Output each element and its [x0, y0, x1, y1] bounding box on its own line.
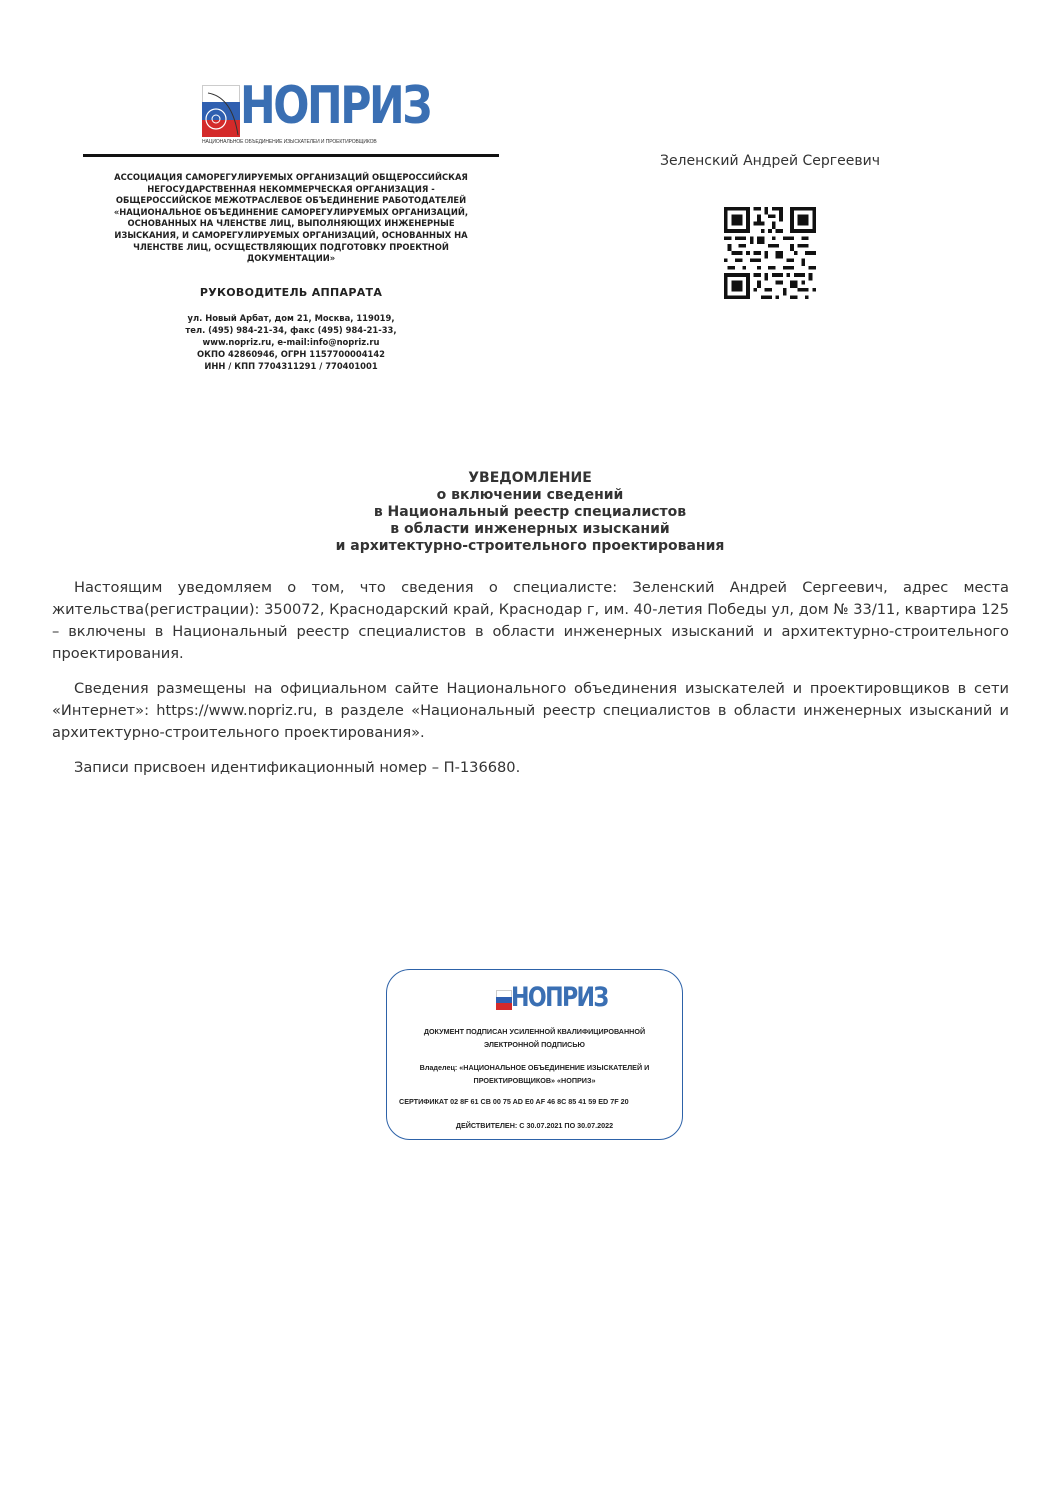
org-line: АССОЦИАЦИЯ САМОРЕГУЛИРУЕМЫХ ОРГАНИЗАЦИЙ ОБЩЕРОССИЙСКАЯ [114, 172, 468, 182]
title-line: о включении сведений [436, 487, 624, 503]
electronic-signature-stamp [386, 969, 683, 1140]
address-line: ОКПО 42860946, ОГРН 1157700004142 [197, 349, 385, 359]
stamp-logo [496, 982, 608, 1014]
stamp-wordmark: НОПРИЗ [511, 982, 608, 1013]
address-line: тел. (495) 984-21-34, факс (495) 984-21-33, [185, 325, 397, 335]
org-line: НЕГОСУДАРСТВЕННАЯ НЕКОММЕРЧЕСКАЯ ОРГАНИЗАЦИЯ - [147, 183, 435, 194]
notice-paragraph-website: Сведения размещены на официальном сайте Национального объединения изыскателей и проектировщиков в сети «Интернет»: https://www.nopriz.ru, в разделе «Национальный реестр специалистов в области инженерных изысканий и архитектурно-строительного проектирования». [52, 680, 1009, 741]
title-line: УВЕДОМЛЕНИЕ [468, 470, 592, 486]
notice-title [200, 470, 860, 555]
logo-wordmark: НОПРИЗ [240, 76, 431, 136]
qr-code-icon [724, 207, 816, 299]
title-line: в области инженерных изысканий [390, 521, 670, 537]
organization-name [83, 172, 499, 265]
address-line: ул. Новый Арбат, дом 21, Москва, 119019, [187, 313, 395, 323]
org-line: ОБЩЕРОССИЙСКОЕ МЕЖОТРАСЛЕВОЕ ОБЪЕДИНЕНИЕ РАБОТОДАТЕЛЕЙ [115, 195, 467, 206]
stamp-validity: ДЕЙСТВИТЕЛЕН: С 30.07.2021 ПО 30.07.2022 [455, 1121, 614, 1130]
address-line: ИНН / КПП 7704311291 / 770401001 [204, 361, 378, 371]
russian-flag-icon [496, 990, 512, 1010]
logo-tagline: НАЦИОНАЛЬНОЕ ОБЪЕДИНЕНИЕ ИЗЫСКАТЕЛЕЙ И ПРОЕКТИРОВЩИКОВ [202, 139, 377, 145]
org-line: ИЗЫСКАНИЯ, И САМОРЕГУЛИРУЕМЫХ ОРГАНИЗАЦИЙ, ОСНОВАННЫХ НА [114, 229, 468, 240]
stamp-certificate: СЕРТИФИКАТ 02 8F 61 CB 00 75 AD E0 AF 46 8C 85 41 59 ED 7F 20 [399, 1097, 629, 1106]
title-line: в Национальный реестр специалистов [373, 504, 687, 520]
stamp-owner-text: Владелец: «НАЦИОНАЛЬНОЕ ОБЪЕДИНЕНИЕ ИЗЫСКАТЕЛЕЙ И ПРОЕКТИРОВЩИКОВ» «НОПРИЗ» [419, 1063, 650, 1085]
org-line: ЧЛЕНСТВЕ ЛИЦ, ОСУЩЕСТВЛЯЮЩИХ ПОДГОТОВКУ ПРОЕКТНОЙ [133, 241, 449, 252]
russian-flag-icon [202, 85, 240, 137]
title-line: и архитектурно-строительного проектирования [335, 538, 725, 554]
org-line: ДОКУМЕНТАЦИИ» [246, 253, 336, 264]
nopriz-logo [200, 76, 431, 148]
org-line: ОСНОВАННЫХ НА ЧЛЕНСТВЕ ЛИЦ, ВЫПОЛНЯЮЩИХ ИНЖЕНЕРНЫЕ [127, 218, 455, 229]
address-line: www.nopriz.ru, e-mail:info@nopriz.ru [202, 337, 380, 347]
sender-position: РУКОВОДИТЕЛЬ АППАРАТА [199, 286, 383, 299]
org-address [83, 312, 499, 372]
notice-paragraph-inclusion: Настоящим уведомляем о том, что сведения о специалисте: Зеленский Андрей Сергеевич, адрес места жительства(регистрации): 350072, Краснодарский край, Краснодар г, им. 40-летия Победы ул, дом № 33/11, квартира 125 – включены в Национальный реестр специалистов в области инженерных изысканий и архитектурно-строительного проектирования. [52, 579, 1009, 662]
recipient-name: Зеленский Андрей Сергеевич [659, 153, 881, 169]
notice-paragraph-id: Записи присвоен идентификационный номер – П-136680. [74, 759, 521, 776]
stamp-signed-text: ДОКУМЕНТ ПОДПИСАН УСИЛЕННОЙ КВАЛИФИЦИРОВАННОЙ ЭЛЕКТРОННОЙ ПОДПИСЬЮ [423, 1027, 646, 1049]
header-divider [83, 154, 499, 157]
org-line: «НАЦИОНАЛЬНОЕ ОБЪЕДИНЕНИЕ САМОРЕГУЛИРУЕМЫХ ОРГАНИЗАЦИЙ, [113, 206, 469, 217]
